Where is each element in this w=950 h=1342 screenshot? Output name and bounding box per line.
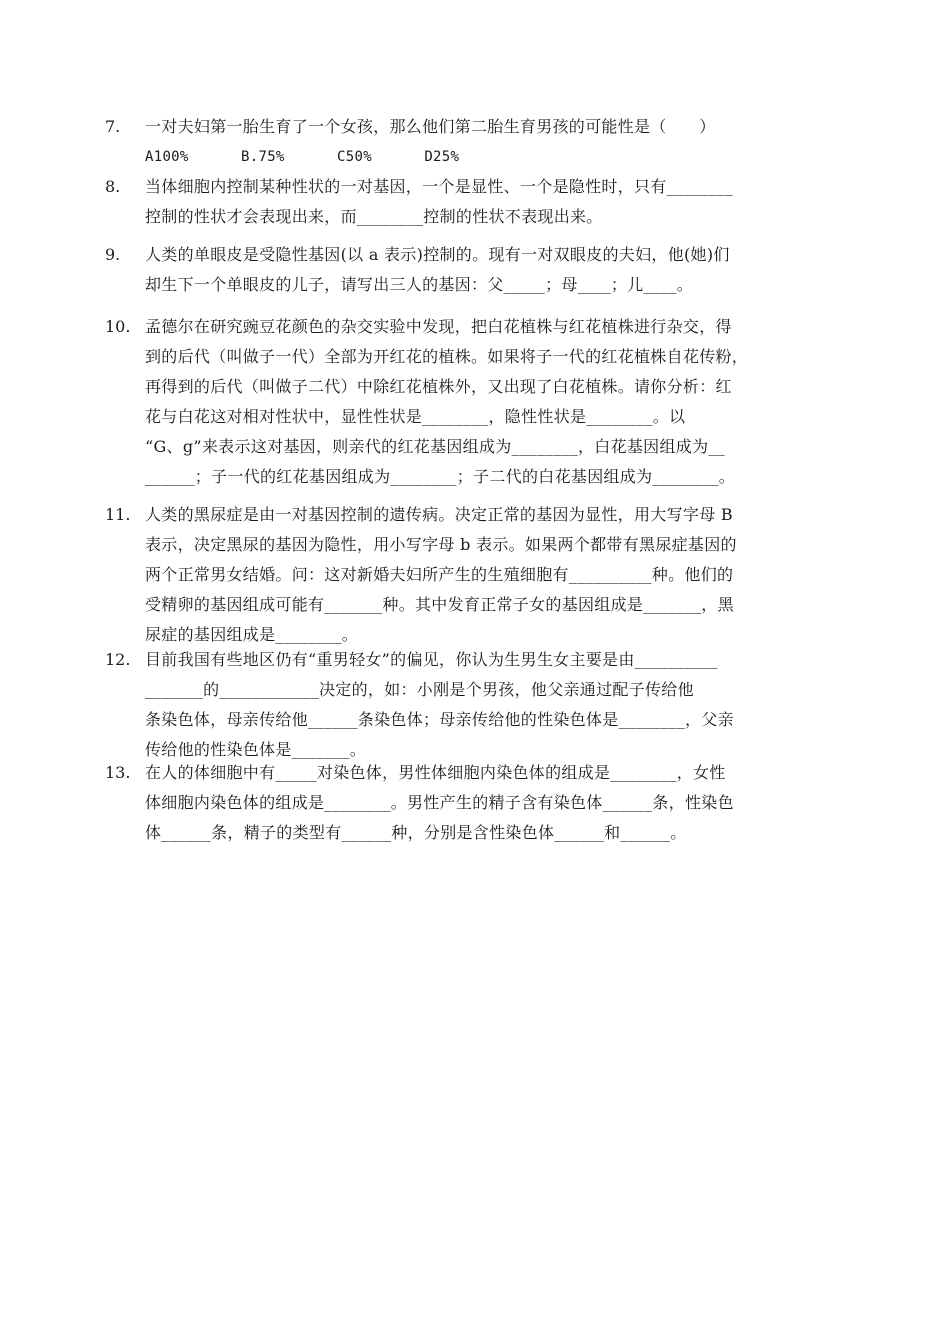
- question-number: 12.: [105, 650, 131, 669]
- question-8: [105, 172, 850, 232]
- question-text-line: 到的后代（叫做子一代）全部为开红花的植株。如果将子一代的红花植株自花传粉，: [145, 347, 749, 366]
- question-text-line: “G、g”来表示这对基因，则亲代的红花基因组成为________，白花基因组成为__: [145, 437, 725, 456]
- question-number: 7.: [105, 117, 121, 136]
- question-text-line: 在人的体细胞中有_____对染色体，男性体细胞内染色体的组成是________，女性: [145, 763, 726, 782]
- question-text-line: 却生下一个单眼皮的儿子，请写出三人的基因：父_____；母____；儿____。: [145, 275, 694, 294]
- question-number: 9.: [105, 245, 121, 264]
- question-text-line: 再得到的后代（叫做子二代）中除红花植株外，又出现了白花植株。请你分析：红: [145, 377, 732, 396]
- question-text-line: _______的____________决定的，如：小刚是个男孩，他父亲通过配子传给他: [145, 680, 694, 699]
- question-12: [105, 645, 850, 765]
- question-text-line: 孟德尔在研究豌豆花颜色的杂交实验中发现，把白花植株与红花植株进行杂交，得: [145, 317, 732, 336]
- question-text-line: 传给他的性染色体是_______。: [145, 740, 367, 759]
- question-text-line: 人类的黑尿症是由一对基因控制的遗传病。决定正常的基因为显性，用大写字母 B: [145, 505, 733, 524]
- question-text-line: 一对夫妇第一胎生育了一个女孩，那么他们第二胎生育男孩的可能性是（ ）: [145, 117, 716, 136]
- answer-options: A100% B.75% C50% D25%: [145, 149, 460, 165]
- question-7: [105, 112, 850, 172]
- question-10: [105, 312, 850, 492]
- question-number: 10.: [105, 317, 131, 336]
- question-text-line: 体细胞内染色体的组成是________。男性产生的精子含有染色体______条，性染色: [145, 793, 734, 812]
- question-text-line: 条染色体，母亲传给他______条染色体；母亲传给他的性染色体是________，父亲: [145, 710, 734, 729]
- question-text-line: 人类的单眼皮是受隐性基因(以 a 表示)控制的。现有一对双眼皮的夫妇，他(她)们: [145, 245, 730, 264]
- question-text-line: 体______条，精子的类型有______种，分别是含性染色体______和______。: [145, 823, 687, 842]
- question-text-line: 控制的性状才会表现出来，而________控制的性状不表现出来。: [145, 207, 603, 226]
- question-text-line: 花与白花这对相对性状中，显性性状是________，隐性性状是________。以: [145, 407, 686, 426]
- question-number: 8.: [105, 177, 121, 196]
- question-number: 13.: [105, 763, 131, 782]
- question-text-line: 表示，决定黑尿的基因为隐性，用小写字母 b 表示。如果两个都带有黑尿症基因的: [145, 535, 737, 554]
- question-text-line: 受精卵的基因组成可能有_______种。其中发育正常子女的基因组成是_______，黑: [145, 595, 734, 614]
- question-text-line: ______；子一代的红花基因组成为________；子二代的白花基因组成为________。: [145, 467, 736, 486]
- question-text-line: 尿症的基因组成是________。: [145, 625, 359, 644]
- question-9: [105, 240, 850, 300]
- question-11: [105, 500, 850, 650]
- question-text-line: 两个正常男女结婚。问：这对新婚夫妇所产生的生殖细胞有__________种。他们的: [145, 565, 734, 584]
- question-text-line: 当体细胞内控制某种性状的一对基因，一个是显性、一个是隐性时，只有________: [145, 177, 734, 196]
- question-text-line: 目前我国有些地区仍有“重男轻女”的偏见，你认为生男生女主要是由__________: [145, 650, 718, 669]
- question-number: 11.: [105, 505, 131, 524]
- question-13: [105, 758, 850, 848]
